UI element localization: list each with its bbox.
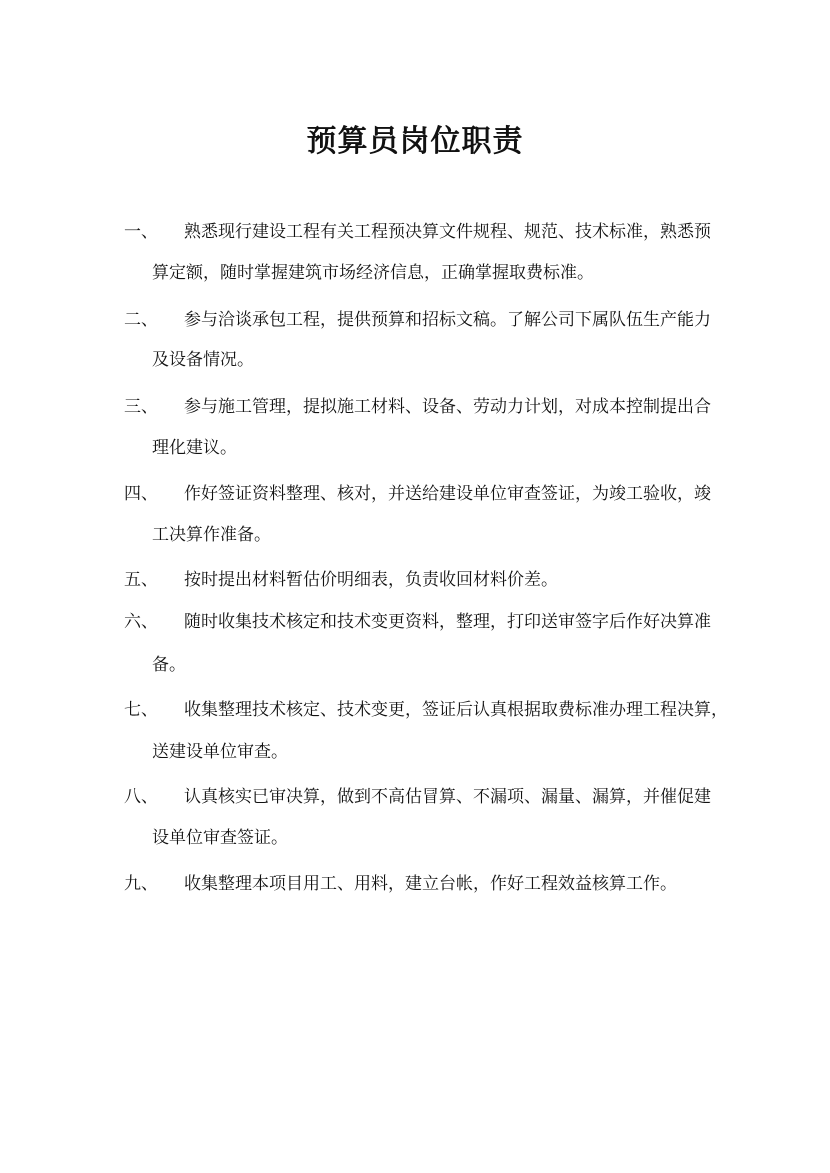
item-text-line: 及设备情况。 xyxy=(152,350,254,370)
item-number: 九、 xyxy=(124,874,158,894)
item-text-line: 按时提出材料暂估价明细表，负责收回材料价差。 xyxy=(184,570,558,590)
item-text-line: 收集整理技术核定、技术变更，签证后认真根据取费标准办理工程决算， xyxy=(184,700,728,720)
item-text-line: 备。 xyxy=(152,655,186,675)
item-text-line: 参与施工管理，提拟施工材料、设备、劳动力计划，对成本控制提出合 xyxy=(184,397,711,417)
item-text-line: 算定额，随时掌握建筑市场经济信息，正确掌握取费标准。 xyxy=(152,263,594,283)
item-text-line: 作好签证资料整理、核对，并送给建设单位审查签证，为竣工验收，竣 xyxy=(184,484,711,504)
item-text-line: 随时收集技术核定和技术变更资料，整理，打印送审签字后作好决算准 xyxy=(184,612,711,632)
item-number: 二、 xyxy=(124,310,158,330)
item-number: 八、 xyxy=(124,787,158,807)
item-number: 四、 xyxy=(124,484,158,504)
item-text-line: 工决算作准备。 xyxy=(152,525,271,545)
item-text-line: 理化建议。 xyxy=(152,438,237,458)
item-text-line: 送建设单位审查。 xyxy=(152,742,288,762)
item-text-line: 收集整理本项目用工、用料，建立台帐，作好工程效益核算工作。 xyxy=(184,874,677,894)
item-text-line: 设单位审查签证。 xyxy=(152,828,288,848)
item-number: 一、 xyxy=(124,222,158,242)
item-text-line: 熟悉现行建设工程有关工程预决算文件规程、规范、技术标准，熟悉预 xyxy=(184,222,711,242)
item-number: 七、 xyxy=(124,700,158,720)
item-number: 三、 xyxy=(124,397,158,417)
item-text-line: 认真核实已审决算，做到不高估冒算、不漏项、漏量、漏算，并催促建 xyxy=(184,787,711,807)
item-text-line: 参与洽谈承包工程，提供预算和招标文稿。了解公司下属队伍生产能力 xyxy=(184,310,711,330)
item-number: 五、 xyxy=(124,570,158,590)
item-number: 六、 xyxy=(124,612,158,632)
page-title: 预算员岗位职责 xyxy=(306,124,524,159)
